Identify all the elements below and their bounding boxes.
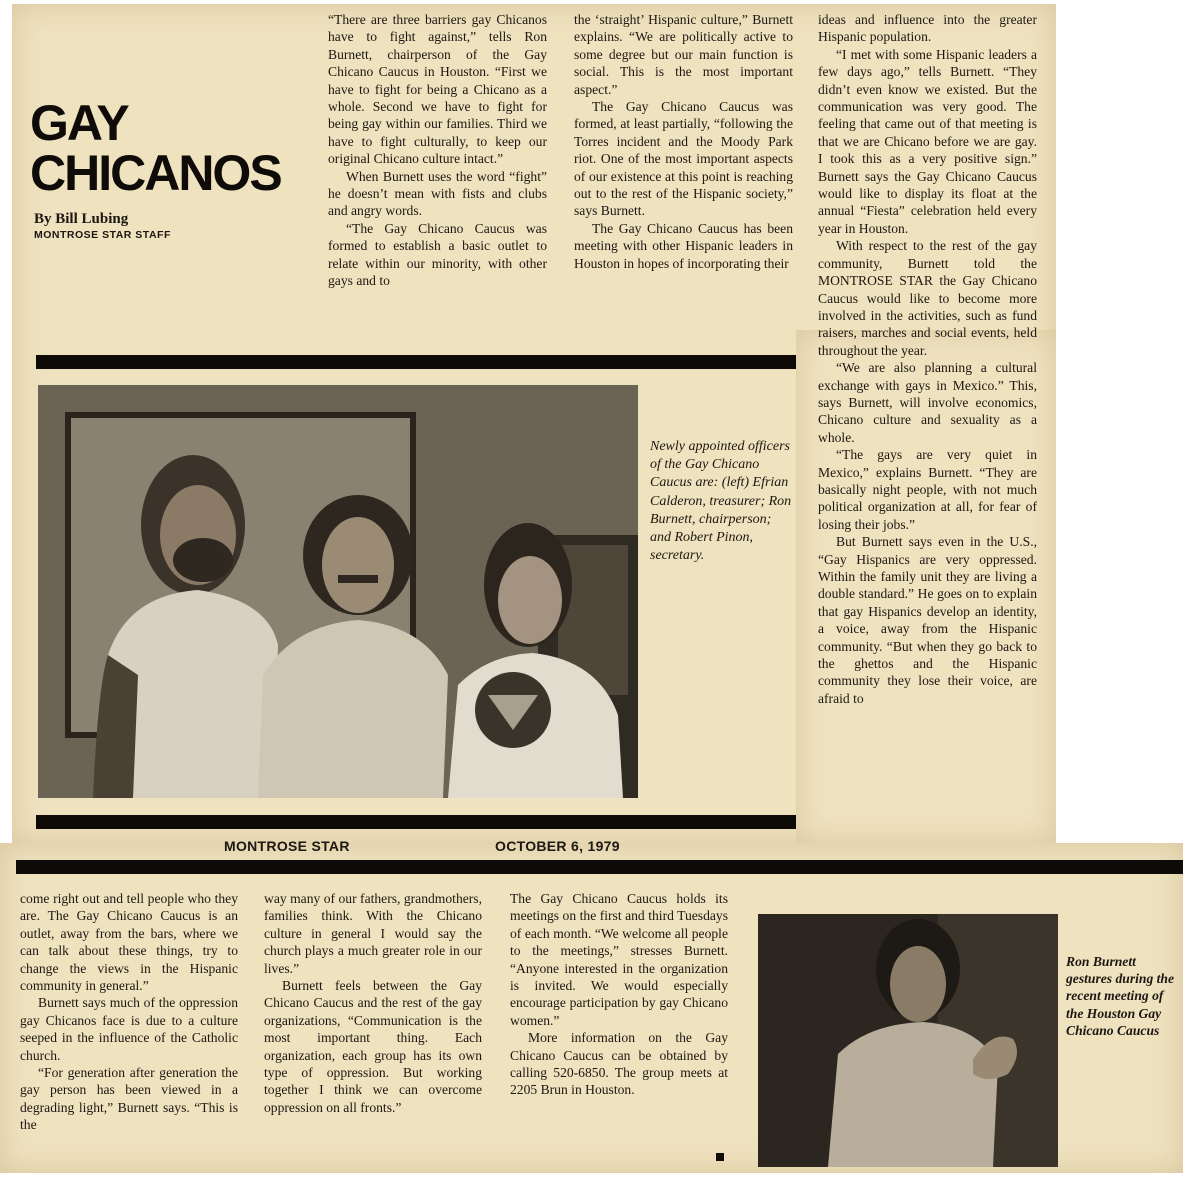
headline-line-1: GAY	[30, 95, 128, 151]
burnett-photo-caption: Ron Burnett gestures during the recent meeting of the Houston Gay Chicano Caucus	[1066, 954, 1175, 1038]
headline	[30, 95, 281, 201]
paragraph: The Gay Chicano Caucus has been meeting with other Hispanic leaders in Houston in hopes of incorporating their	[574, 220, 793, 271]
paragraph: “There are three barriers gay Chicanos have to fight against,” tells Ron Burnett, chairperson of the Gay Chicano Caucus in Houston. “First we have to fight for being a Chicano as a whole. Second we have to fight for being gay within our families. Third we have to fight culturally, to keep our original Chicano culture intact.”	[328, 12, 547, 167]
byline-staff: MONTROSE STAR STAFF	[34, 229, 171, 241]
divider-rule	[36, 815, 796, 829]
paragraph: With respect to the rest of the gay community, Burnett told the MONTROSE STAR the Gay Chicano Caucus would like to become more involved in the activities, such as fund raisers, marches and social events, held throughout the year.	[818, 238, 1037, 358]
paragraph: “We are also planning a cultural exchange with gays in Mexico.” This, says Burnett, will involve economics, Chicano culture and sexuality as a whole.	[818, 360, 1037, 445]
paragraph: The Gay Chicano Caucus holds its meetings on the first and third Tuesdays of each month. “We welcome all people to the meetings,” stresses Burnett. “Anyone interested in the organization is invited. We would especially encourage participation by gay Chicano women.”	[510, 891, 728, 1028]
paragraph: “The Gay Chicano Caucus was formed to establish a basic outlet to relate within our minority, with other gays and to	[328, 220, 547, 289]
paragraph: “The gays are very quiet in Mexico,” explains Burnett. “They are basically night people, with not much political organization at all, for fear of losing their jobs.”	[818, 447, 1037, 532]
paragraph: “For generation after generation the gay person has been viewed in a degrading light,” Burnett says. “This is the	[20, 1065, 238, 1133]
paragraph: More information on the Gay Chicano Caucus can be obtained by calling 520-6850. The group meets at 2205 Brun in Houston.	[510, 1030, 728, 1098]
paragraph: the ‘straight’ Hispanic culture,” Burnett explains. “We are politically active to some degree but our main function is social. This is the most important aspect.”	[574, 12, 793, 97]
burnett-photo-image	[758, 914, 1058, 1167]
headline-line-2: CHICANOS	[30, 145, 281, 201]
article-end-mark	[716, 1153, 724, 1161]
article-column-5	[264, 890, 482, 1162]
paragraph: The Gay Chicano Caucus was formed, at least partially, “following the Torres incident and the Moody Park riot. One of the most important aspects of our existence at this point is reaching out to the rest of the Hispanic society,” says Burnett.	[574, 99, 793, 219]
article-column-1	[328, 11, 547, 341]
paragraph: Burnett feels between the Gay Chicano Caucus and the rest of the gay organizations, “Communication is the most important thing. Each organization, each group has its own type of oppression. But working together I think we can overcome oppression on all fronts.”	[264, 978, 482, 1115]
paragraph: But Burnett says even in the U.S., “Gay Hispanics are very oppressed. Within the family unit they are living a double standard.” He goes on to explain that gay Hispanics develop an identity, a voice, away from the Hispanic community. “But when they go back to the ghettos and the Hispanic community they lose their voice, are afraid to	[818, 534, 1037, 706]
footer-rule	[16, 860, 1183, 874]
footer-date: OCTOBER 6, 1979	[495, 838, 620, 854]
paragraph: come right out and tell people who they are. The Gay Chicano Caucus is an outlet, away from the bars, where we can talk about these things, try to change the views in the Hispanic community in general.”	[20, 891, 238, 994]
byline: By Bill Lubing	[34, 211, 129, 227]
article-column-2	[574, 11, 793, 341]
divider-rule	[36, 355, 796, 369]
footer-publication: MONTROSE STAR	[224, 838, 350, 854]
officers-photo-caption: Newly appointed officers of the Gay Chicano Caucus are: (left) Efrian Calderon, treasurer; Ron Burnett, chairperson; and Robert Pinon, secretary.	[650, 439, 792, 564]
paragraph: Burnett says much of the oppression gay Chicanos face is due to a culture seeped in the influence of the Catholic church.	[20, 995, 238, 1063]
burnett-photo	[758, 914, 1058, 1167]
article-column-6	[510, 890, 728, 1162]
officers-photo	[38, 385, 638, 798]
paragraph: “I met with some Hispanic leaders a few days ago,” tells Burnett. “They didn’t even know we existed. But the communication was very good. The feeling that came out of that meeting is that we are Chicano before we are gay. I took this as a very positive sign.” Burnett says the Gay Chicano Caucus would like to display its float at the annual “Fiesta” celebration held every year in Houston.	[818, 46, 1037, 236]
paragraph: ideas and influence into the greater Hispanic population.	[818, 12, 1037, 45]
article-column-3	[818, 11, 1037, 840]
paragraph: When Burnett uses the word “fight” he doesn’t mean with fists and clubs and angry words.	[328, 168, 547, 219]
officers-photo-image	[38, 385, 638, 798]
article-column-4	[20, 890, 238, 1162]
paragraph: way many of our fathers, grandmothers, families think. With the Chicano culture in general I would say the church plays a much greater role in our lives.”	[264, 891, 482, 976]
